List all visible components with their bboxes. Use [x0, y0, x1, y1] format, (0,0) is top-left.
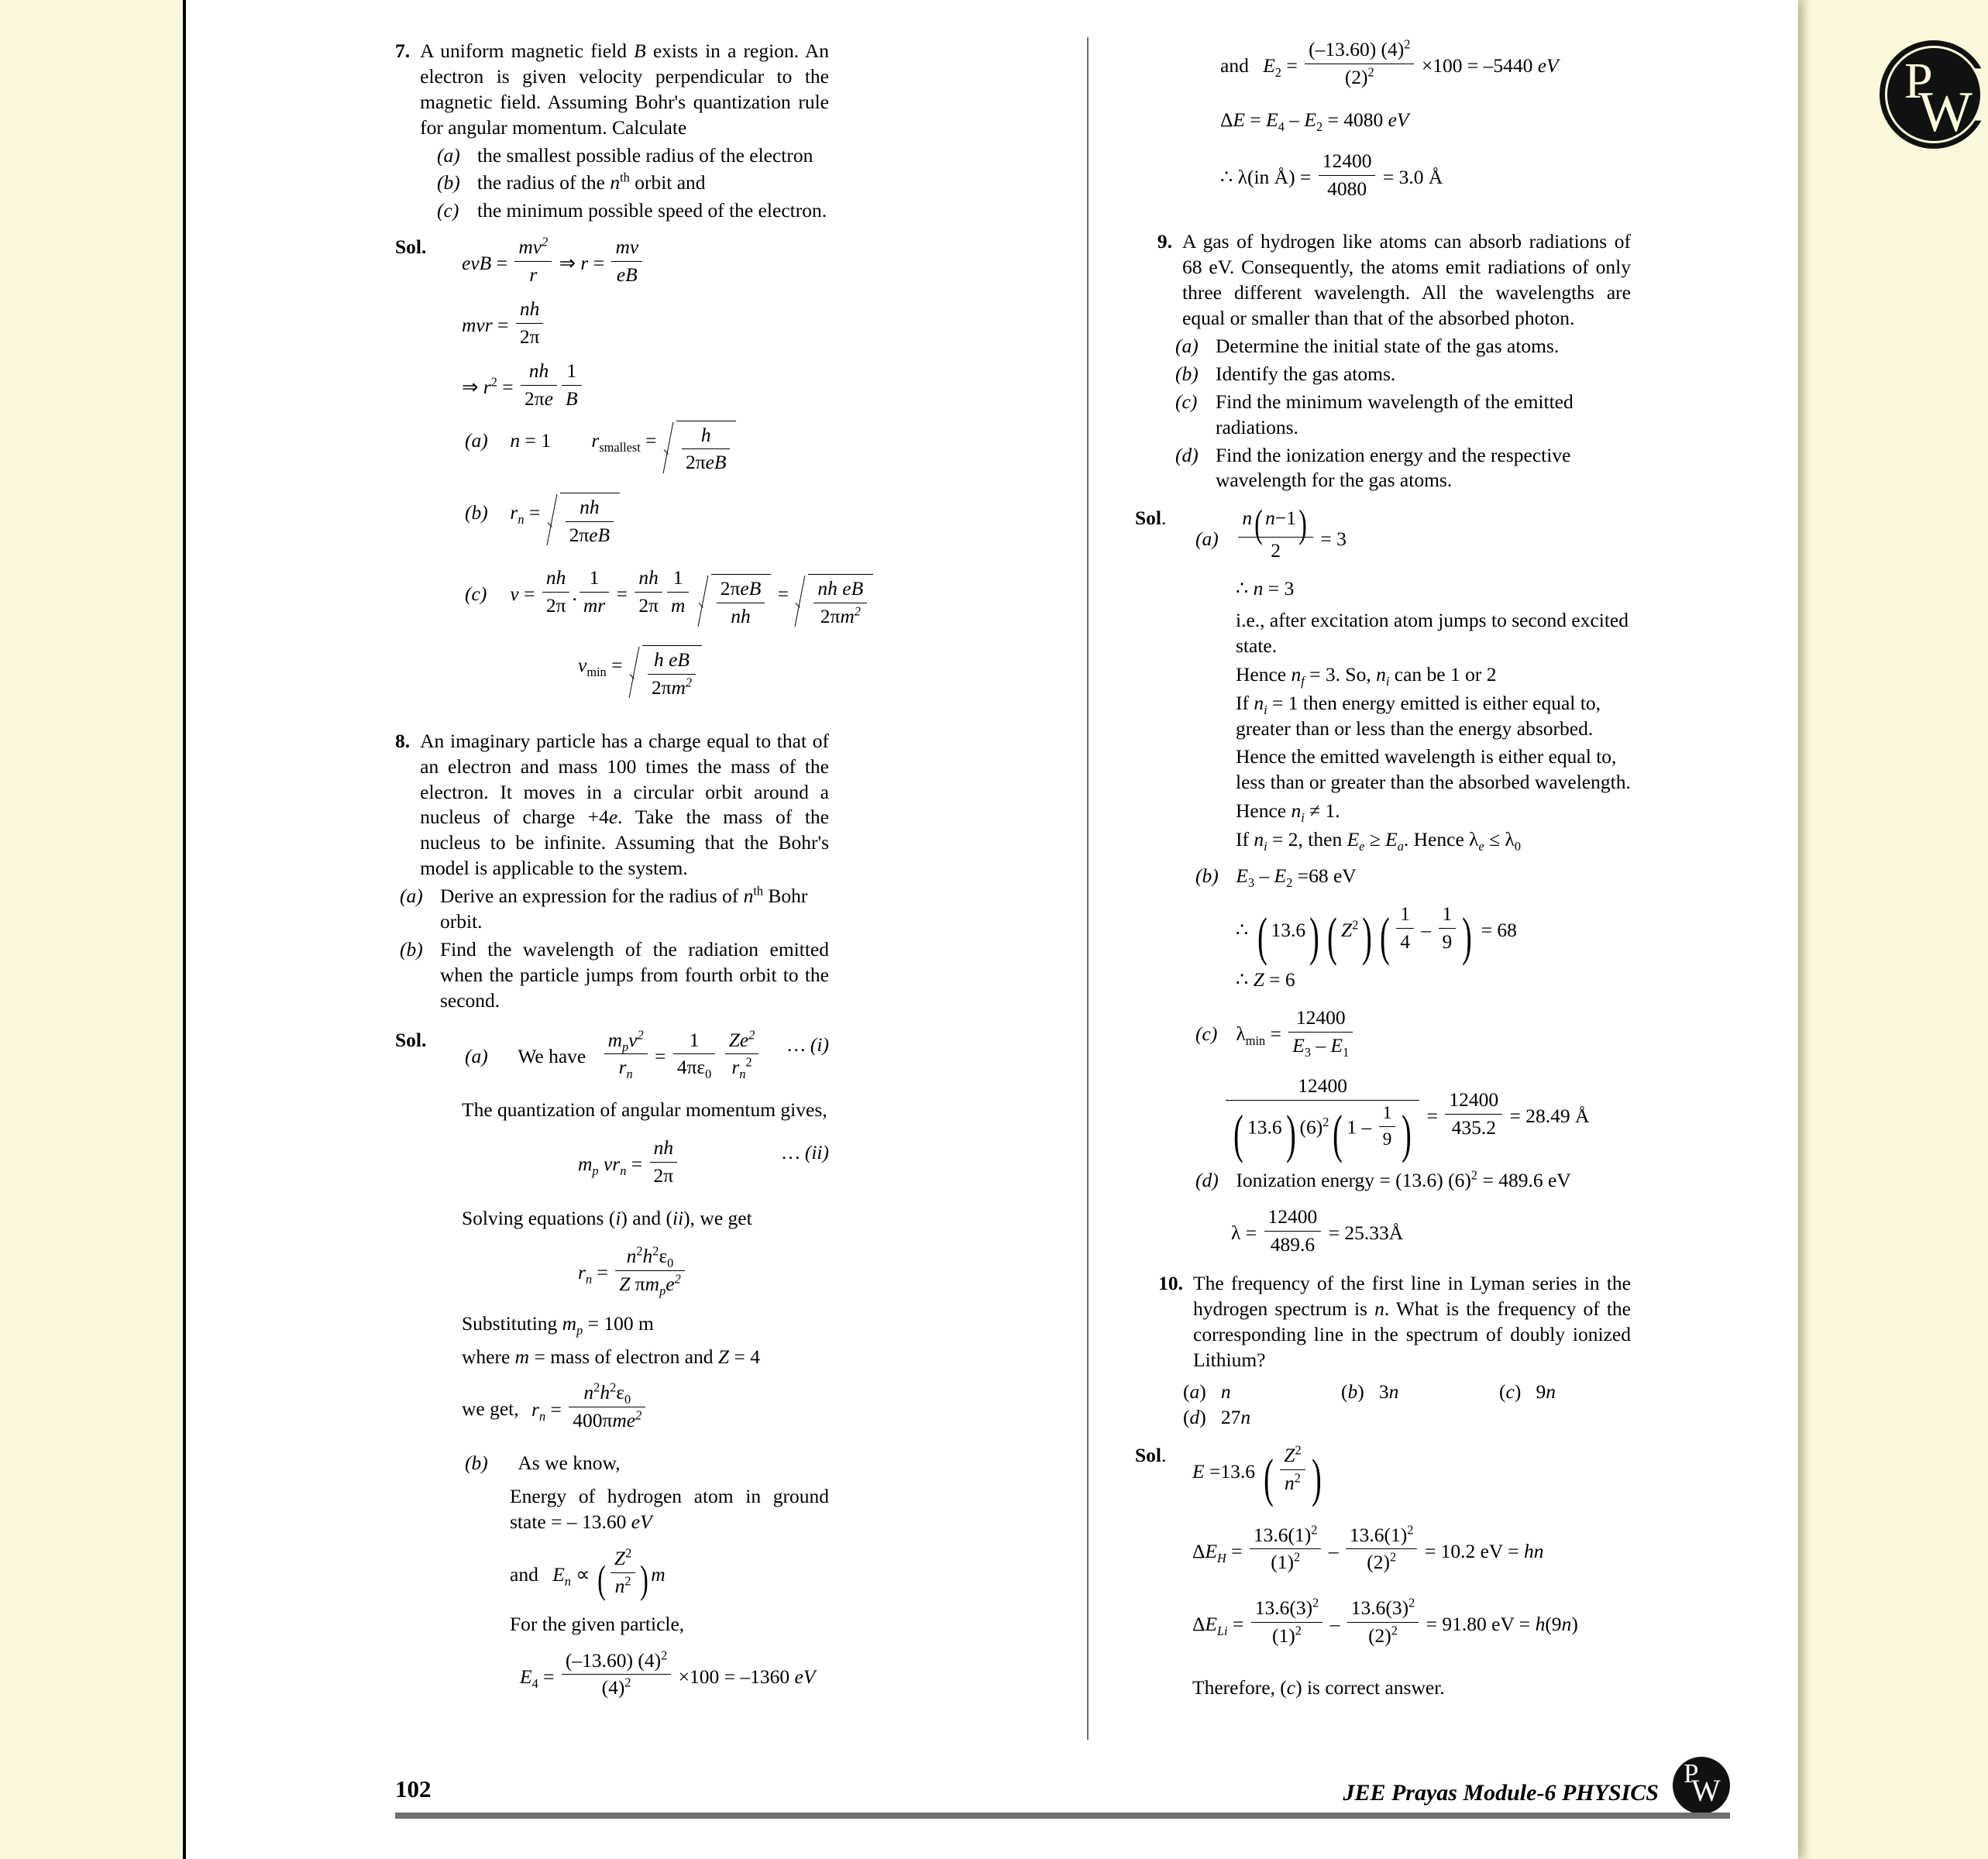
- question-9-part-c: [1135, 390, 1631, 441]
- eq-i-tag: … (i): [787, 1033, 829, 1056]
- part-label: (b): [437, 171, 460, 194]
- solution-8-rn: $r_n$ = $\frac{n^2h^2\varepsilon_0}{Z \pi m_pe^2}$: [462, 1244, 829, 1297]
- delta-e-equation: $\Delta E = E_4 - E_2 = 4080$ eV: [1220, 108, 1409, 134]
- footer-logo-letter-p: P: [1684, 1758, 1699, 1789]
- textbook-page: [183, 0, 1973, 1859]
- part-text: the smallest possible radius of the electron: [477, 143, 813, 167]
- solution-9-line-6: If $n_i = 2$, then $E_e \ge E_a$. Hence $\lambda_e \le \lambda_0$: [1236, 828, 1522, 854]
- question-9-part-b: [1135, 362, 1631, 387]
- part-text: Identify the gas atoms.: [1216, 362, 1396, 385]
- left-column: [395, 37, 864, 1701]
- question-9: [1135, 229, 1631, 332]
- solution-7: [395, 234, 864, 700]
- question-8: [395, 729, 829, 881]
- lambda-equation: ∴ λ(in Å) = $\frac{12400}{4080}$ = 3.0 Å: [1135, 149, 1631, 202]
- equation-evb: evB = $\frac{mv^2}{r}$ ⇒ r = $\frac{mv}{eB}$: [462, 235, 1004, 288]
- logo-letter-p: P: [1904, 53, 1933, 109]
- solution-9-c-line: (c) $\lambda_{min}$ = $\frac{12400}{E_3 - E_1}$: [1192, 1005, 1631, 1059]
- question-10-number: 10.: [1158, 1272, 1183, 1295]
- solution-10-energy: E =13.6 ( $\frac{Z^2}{n^2}$ ): [1192, 1442, 1322, 1507]
- continued-e2: and $E_2$ = $\frac{(-13.60) (4)^2}{(2)^2}$ ×100 = –5440 eV: [1135, 37, 1631, 91]
- solution-8-a-line: (a) We have $\frac{m_pv^2}{r_n}$ = $\frac{1}{4\pi\varepsilon_0}$ $\frac{Ze^2}{r_n^2}$ … (i): [465, 1027, 829, 1082]
- we-get-text: we get,: [462, 1397, 519, 1421]
- question-7-part-a: [395, 143, 829, 169]
- question-9-part-a: [1135, 334, 1631, 359]
- question-9-text: A gas of hydrogen like atoms can absorb radiations of 68 eV. Consequently, the atoms emit radiations of only three different wavelength. All the wavelengths are equal or smaller than that of the absorbed photon.: [1182, 230, 1631, 330]
- part-label: (b): [1175, 362, 1199, 385]
- footer-title: JEE Prayas Module-6 PHYSICS: [1343, 1780, 1659, 1806]
- question-10: [1135, 1271, 1631, 1373]
- solution-7-vmin: $v_{min}$ = $\frac{\text{h eB}}{2\pi m^2}$: [462, 645, 1004, 701]
- solution-9-z-equation: ∴ ( 13.6) ( $Z^2$) ( $\frac{1}{4}$ – $\frac{1}{9}$ ) = 68: [1236, 902, 1517, 966]
- as-we-know-text: As we know,: [518, 1452, 621, 1475]
- question-10-options: [1135, 1380, 1631, 1431]
- question-9-number: 9.: [1157, 230, 1172, 253]
- question-9-part-d: [1135, 443, 1631, 494]
- and-text: and: [510, 1562, 538, 1586]
- eq-ii-tag: … (ii): [782, 1141, 829, 1164]
- footer-pw-logo-icon: [1673, 1757, 1730, 1814]
- part-text: Find the ionization energy and the respective wavelength for the gas atoms.: [1216, 443, 1571, 492]
- solution-8-rn2: we get, $r_n$ = $\frac{n^2h^2\varepsilon_0}{400\pi me^2}$: [462, 1380, 829, 1434]
- part-text: the radius of the $n^{th}$ orbit and: [477, 170, 706, 194]
- solution-8-eq-ii: $m_p$ $vr_n$ = $\frac{nh}{2\pi}$ … (ii): [462, 1136, 829, 1189]
- solution-7-b: (b) $r_n$ = $\frac{nh}{\text{2πeB}}$: [462, 493, 1004, 548]
- equation-r-squared: ⇒ $r^2$ = $\frac{nh}{2\pi e}$ $\frac{1}{B}$: [462, 359, 1004, 412]
- page-footer: [395, 1749, 1730, 1819]
- footer-rule: [395, 1813, 1730, 1819]
- solution-9-line-2: Hence $n_f = 3$. So, $n_i$ can be 1 or 2: [1236, 662, 1497, 689]
- we-have-text: We have: [518, 1044, 586, 1067]
- where-text: where m = mass of electron and Z = 4: [462, 1345, 760, 1368]
- part-label: (c): [437, 199, 459, 222]
- solution-9-line-1: i.e., after excitation atom jumps to second excited state.: [1236, 609, 1629, 657]
- column-divider: [1087, 37, 1089, 1740]
- part-label: (b): [400, 937, 423, 960]
- and-label: and: [1220, 54, 1249, 77]
- solution-9-line-3: If $n_i = 1$ then energy emitted is either equal to, greater than or less than the energy absorbed.: [1236, 691, 1601, 740]
- quantization-text: The quantization of angular momentum gives,: [462, 1098, 827, 1122]
- question-7: [395, 39, 829, 141]
- solution-label: Sol.: [1135, 507, 1167, 530]
- question-8-number: 8.: [395, 729, 411, 752]
- option-d: (d) 27n: [1183, 1405, 1251, 1428]
- solution-9-d-lambda: λ = $\frac{12400}{489.6}$ = 25.33Å: [1192, 1204, 1631, 1258]
- substituting-text: Substituting $m_p = 100$ m: [462, 1311, 654, 1338]
- solution-label: Sol.: [395, 235, 427, 259]
- footer-logo-letter-w: W: [1691, 1773, 1721, 1808]
- n-result: ∴ n = 3: [1236, 577, 1295, 600]
- part-text: the minimum possible speed of the electron.: [477, 199, 827, 222]
- part-label: (d): [1175, 443, 1199, 466]
- page-edge-shadow: [1798, 0, 1811, 1859]
- solution-7-c: (c) v = $\frac{nh}{2\pi}$ . $\frac{1}{mr}$ = $\frac{nh}{2\pi}$ $\frac{1}{m}$ $\frac{\text{2πeB}}{nh}$ = $\frac{\text{nh eB}}{2\pi m^2}$: [462, 565, 1004, 630]
- right-column: [1135, 37, 1631, 1701]
- solution-8-b-line: (b) As we know,: [465, 1452, 621, 1475]
- question-7-text: A uniform magnetic field B exists in a region. An electron is given velocity perpendicular to the magnetic field. Assuming Bohr's quantization rule for angular momentum. Calculate: [420, 40, 829, 139]
- solution-label: Sol.: [1135, 1443, 1167, 1466]
- option-c: (c) 9n: [1499, 1380, 1556, 1404]
- part-text: Find the wavelength of the radiation emitted when the particle jumps from fourth orbit to the second.: [440, 937, 829, 1012]
- pw-logo-icon: [1880, 40, 1988, 149]
- option-a: (a) n: [1183, 1380, 1231, 1404]
- part-label: (a): [437, 143, 460, 167]
- solution-8-en-prop: and $E_n$ ∝ ( $\frac{Z^2}{n^2}$ ) m: [510, 1545, 666, 1603]
- solution-8-e4: $E_4$ = $\frac{(-13.60) (4)^2}{(4)^2}$ ×100 = –1360 eV: [462, 1648, 829, 1702]
- solution-9-line-4: Hence the emitted wavelength is either equal to, less than or greater than the absorbed wavelength.: [1236, 745, 1631, 794]
- solution-7-a: (a) n = 1 $r_{smallest}$ = $\frac{h}{\text{2πeB}}$: [462, 421, 1004, 476]
- part-text: Find the minimum wavelength of the emitted radiations.: [1216, 390, 1574, 438]
- question-7-part-b: [395, 170, 829, 196]
- page-number: 102: [395, 1775, 432, 1802]
- question-8-text: An imaginary particle has a charge equal to that of an electron and mass 100 times the mass of the electron. It moves in a circular orbit around a nucleus of charge +4e. Take the mass of the nucleus to be infinite. Assuming that the Bohr's model is applicable to the system.: [420, 729, 829, 880]
- solution-10-body: [1192, 1443, 1631, 1701]
- solution-9-body: [1192, 502, 1631, 1257]
- part-text: Derive an expression for the radius of $n^{th}$ Bohr orbit.: [440, 883, 808, 933]
- solution-9-c-result: 12400 ( 13.6) $(6)^2$( 1 – $\frac{1}{9}$ ) = $\frac{12400}{435.2}$ = 28.49 Å: [1192, 1074, 1631, 1150]
- solution-10-delta-eh: $\Delta E_H$ = $\frac{13.6(1)^2}{(1)^2}$ – $\frac{13.6(1)^2}{(2)^2}$ = 10.2 eV = hn: [1192, 1523, 1631, 1576]
- question-7-number: 7.: [395, 40, 411, 62]
- for-particle-text: For the given particle,: [510, 1612, 685, 1635]
- part-label: (a): [1175, 335, 1199, 358]
- solution-9-a-line: (a) $\frac{n( n-1)}{2}$ = 3: [1192, 506, 1631, 564]
- ground-state-text: Energy of hydrogen atom in ground state = – 13.60 eV: [510, 1485, 829, 1533]
- solving-text: Solving equations (i) and (ii), we get: [462, 1206, 752, 1229]
- equation-mvr: mvr = $\frac{nh}{2\pi}$: [462, 297, 1004, 350]
- solution-8-body: [462, 1028, 829, 1702]
- solution-9-b-line: (b) $E_3 - E_2 =68$ eV: [1195, 864, 1357, 891]
- question-7-part-c: [395, 198, 829, 224]
- solution-10: [1135, 1443, 1631, 1701]
- question-8-part-b: [395, 937, 829, 1014]
- part-text: Determine the initial state of the gas atoms.: [1216, 335, 1560, 358]
- solution-7-body: [462, 235, 1004, 700]
- part-label: (a): [400, 885, 423, 908]
- solution-10-delta-eli: $\Delta E_{Li}$ = $\frac{13.6(3)^2}{(1)^2}$ – $\frac{13.6(3)^2}{(2)^2}$ = 91.80 eV = h(9n): [1192, 1596, 1631, 1649]
- solution-9-d-line: (d) Ionization energy = (13.6) $(6)^2 = 489.6$ eV: [1195, 1167, 1571, 1191]
- solution-10-conclusion: Therefore, (c) is correct answer.: [1192, 1676, 1445, 1699]
- solution-label: Sol.: [395, 1028, 427, 1051]
- z-result: ∴ Z = 6: [1236, 967, 1295, 991]
- solution-9: [1135, 502, 1631, 1257]
- logo-letter-w: W: [1918, 81, 1973, 144]
- option-b: (b) 3n: [1341, 1380, 1399, 1404]
- part-label: (c): [1175, 390, 1198, 413]
- question-8-part-a: [395, 884, 829, 935]
- question-10-text: The frequency of the first line in Lyman series in the hydrogen spectrum is n. What is the frequency of the corresponding line in the spectrum of doubly ionized Lithium?: [1193, 1272, 1631, 1372]
- solution-8: [395, 1028, 829, 1702]
- solution-9-line-5: Hence $n_i \ne 1$.: [1236, 799, 1340, 826]
